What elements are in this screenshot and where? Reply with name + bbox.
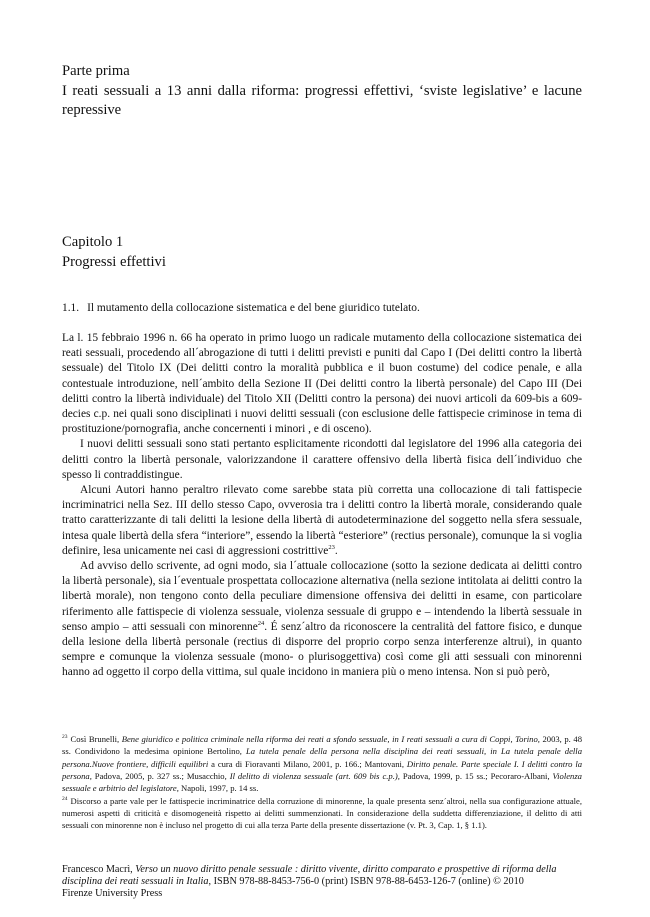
footnote-ref-23[interactable]: 23 — [328, 544, 335, 552]
part-title: I reati sessuali a 13 anni dalla riforma: progressi effettivi, ‘sviste legislative’ e lacune repressive — [62, 82, 582, 118]
footnote-23-text-a: Così Brunelli, — [70, 734, 122, 744]
part-heading — [62, 62, 582, 121]
citation-title: Verso un nuovo diritto penale sessuale : diritto vivente, diritto comparato e prospettive di riforma della disciplina dei reati sessuali in Italia — [62, 864, 557, 888]
chapter-heading — [62, 233, 166, 272]
footnote-ref-24[interactable]: 24 — [257, 620, 265, 628]
footnote-23-text-b: Bene giuridico e politica criminale nella riforma dei reati a sfondo sessuale, in I reati sessuali a cura di Coppi, Torino, — [121, 734, 540, 744]
paragraph-1: La l. 15 febbraio 1996 n. 66 ha operato in primo luogo un radicale mutamento della collocazione sistematica dei reati sessuali, procedendo all´abrogazione di tutti i delitti previsti e puniti dal Capo I (Dei delitti contro la libertà sessuale) del Titolo IX (Dei delitti contro la moralità pubblica e il buon costume) del codice penale, e alla contestuale introduzione, nell´ambito della Sezione II (Dei delitti contro la libertà personale) del Capo III (Dei delitti contro la libertà individuale) del Titolo XII (Delitti contro la persona) dei nuovi articoli da 609-bis a 609-decies c.p. nei quali sono disciplinati i nuovi delitti sessuali (con esclusione delle fattispecie criminose in tema di prostituzione/pornografia, anche concernenti i minori , e di osceno). — [62, 332, 582, 436]
section-heading — [62, 301, 420, 315]
part-label: Parte prima — [62, 63, 130, 79]
footnote-24-text: Discorso a parte vale per le fattispecie incriminatrice della corruzione di minorenne, la quale presenta senz´altroi, nella sua configurazione attuale, numerosi aspetti di criticità e disomogeneità rispetto ai delitti summenzionati. In considerazione della suddetta differenziazione, il delitto di atti sessuali con minorenne non è incluso nel progetto di cui alla terza Parte della presente dissertazione (v. Pt. 3, Cap. 1, § 1.1). — [62, 795, 582, 831]
footnote-23-text-f: Diritto penale. Parte speciale I. I delitti contro la persona, — [62, 758, 583, 782]
footnote-23-text-j: Violenza sessuale e arbitrio del legislatore, — [62, 771, 582, 794]
citation-isbn: , ISBN 978-88-8453-756-0 (print) ISBN 978-88-6453-126-7 (online) © 2010 — [208, 876, 524, 888]
paragraph-4-text: Ad avviso dello scrivente, ad ogni modo, sia l´attuale collocazione (sotto la sezione dedicata ai delitti contro la libertà personale), sia l´eventuale prospettata collocazione alternativa (nella sezione intitolata ai delitti contro la libertà morale), non tengono conto della peculiare dimensione offensiva dei delitti in esame, con particolare riferimento alle fattispecie di violenza sessuale, violenza sessuale di gruppo e – intendendo la libertà sessuale in senso ampio – atti sessuali con minorenne — [62, 560, 582, 633]
paragraph-3 — [62, 483, 582, 559]
footnote-23-number: 23 — [62, 734, 68, 741]
paragraph-3-text: Alcuni Autori hanno peraltro rilevato come sarebbe stata più corretta una collocazione di tali fattispecie incriminatrici nella Sez. III dello stesso Capo, ovverosia tra i delitti contro la libertà morale, considerando quale tratto caratterizzante di tali delitti la lesione della libertà di autodeterminazione del soggetto nella sfera sessuale, intesa quale libertà della sfera “interiore”, essendo la libertà “esteriore” (rectius personale), comunque la si voglia definire, lesa unicamente nei casi di aggressioni costrittive — [62, 484, 582, 557]
citation-author: Francesco Macrì, — [62, 864, 136, 875]
footnote-23-text-k: Napoli, 1997, p. 14 ss. — [178, 783, 259, 794]
footnote-23-text-g: Padova, 2005, p. 327 ss.; Musacchio, — [91, 771, 230, 782]
footnote-23-text-c: 2003, p. 48 ss. Condividono la medesima opinione Bertolino, — [62, 734, 582, 757]
body-text — [62, 331, 582, 681]
paragraph-2: I nuovi delitti sessuali sono stati pertanto esplicitamente ricondotti dal legislatore del 1996 alla categoria dei delitti contro la libertà personale, valorizzandone il carattere offensivo della libertà fisica dell´individuo che spesso li contraddistingue. — [62, 438, 582, 481]
publisher-name: Firenze University Press — [62, 888, 163, 900]
footnotes — [62, 733, 582, 832]
footnote-24 — [62, 795, 582, 832]
citation-line — [62, 864, 582, 888]
footnote-24-number: 24 — [62, 795, 68, 802]
publisher-info — [62, 864, 582, 901]
paragraph-3-end: . — [334, 544, 338, 557]
section-number: 1.1. — [62, 302, 80, 314]
footnote-23-text-h: Il delitto di violenza sessuale (art. 609 bis c.p.), — [229, 771, 400, 782]
footnote-23-text-d: La tutela penale della persona nella disciplina dei reati sessuali, in La tutela penale della persona.Nuove frontiere, difficili equilibri — [62, 746, 582, 769]
section-title: Il mutamento della collocazione sistematica e del bene giuridico tutelato. — [87, 302, 420, 314]
footnote-23-text-e: a cura di Fioravanti Milano, 2001, p. 166.; Mantovani, — [208, 758, 407, 769]
paragraph-4-end: . É senz´altro da riconoscere la centralità del fattore fisico, e dunque della lesione della libertà personale (rectius di disporre del proprio corpo senza interferenze altrui), in quanto sempre e comunque la violenza sessuale (mono- o plurisoggettiva) così come gli atti sessuali con minorenni hanno ad oggetto il corpo della vittima, sul quale incidono in maniera più o meno intensa. Non si può però, — [62, 620, 582, 679]
chapter-label: Capitolo 1 — [62, 234, 124, 250]
footnote-23-text-i: Padova, 1999, p. 15 ss.; Pecoraro-Albani, — [399, 771, 553, 782]
footnote-23 — [62, 733, 582, 795]
paragraph-4 — [62, 559, 582, 681]
chapter-title: Progressi effettivi — [62, 253, 166, 270]
